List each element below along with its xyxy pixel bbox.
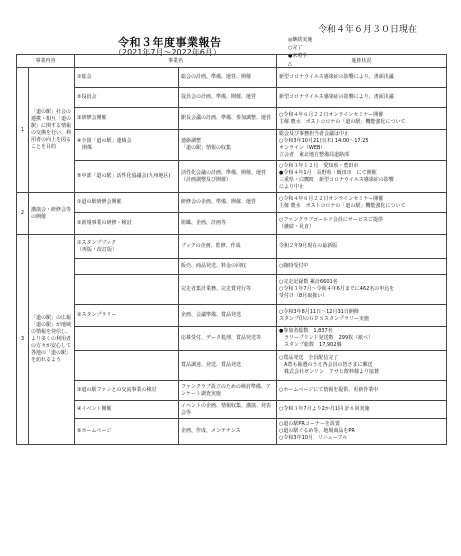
project-content-cell: 駅長会議の計画、準備、参加調整、運営 bbox=[179, 108, 277, 130]
project-name-cell: ④イベント開催 bbox=[75, 401, 179, 419]
project-content-cell: 組織、企画、計画等 bbox=[179, 213, 277, 235]
table-row bbox=[17, 401, 447, 419]
table-row bbox=[17, 327, 447, 351]
legend-item: ◎継続実施 bbox=[288, 37, 313, 43]
section-purpose: 「道の駅」の広報「道の駅」が地域の情報を発信し、より多くの利用者の方々が安心して各地の「道の駅」を訪れるよう bbox=[29, 235, 75, 445]
report-period: （2021年7月～2022年6月） bbox=[114, 48, 221, 57]
column-header-category: 事業内容 bbox=[17, 55, 75, 68]
table-row bbox=[17, 130, 447, 161]
project-content-cell: 研修会の企画、準備、開催、運営 bbox=[179, 193, 277, 213]
table-row bbox=[17, 213, 447, 235]
table-row bbox=[17, 275, 447, 305]
project-name-cell: ④全国「道の駅」連絡会 関係 bbox=[75, 130, 179, 161]
project-name-cell: ③道の駅ファンとの交流事業の検討 bbox=[75, 381, 179, 401]
project-name-cell: ①道の駅研修会開催 bbox=[75, 193, 179, 213]
table-row bbox=[17, 161, 447, 193]
progress-status-cell: ○ファンクラブゴールド会員にサービスご提供 （継続・見直） bbox=[277, 213, 447, 235]
legend-item: △ bbox=[288, 61, 292, 67]
progress-status-cell: ○賞品発送 全員配信完了 A賞も抽選のうえ各会員の皆さまに郵送 株式会社ゼンリン アサヒ飲料様より協賛 bbox=[277, 351, 447, 381]
progress-status-cell: 新型コロナウイルス感染症の影響により、書面決議 bbox=[277, 88, 447, 108]
project-name-cell: ②新規事業の研修・検討 bbox=[75, 213, 179, 235]
table-row bbox=[17, 381, 447, 401]
project-content-cell: 完走者集計業務、完走賞発行等 bbox=[179, 275, 277, 305]
project-content-cell: ファンクラブ設立のための検討準備、アンケート調査実施 bbox=[179, 381, 277, 401]
table-row bbox=[17, 351, 447, 381]
report-title: 令和３年度事業報告 bbox=[118, 36, 222, 49]
legend-item: ○完了 bbox=[288, 45, 303, 51]
project-name-cell: ①総会 bbox=[75, 68, 179, 88]
progress-status-cell: ○随時受付中 bbox=[277, 259, 447, 275]
project-name-cell: ②スタンプラリー bbox=[75, 305, 179, 327]
progress-status-cell: ○令和４年６月２２日オンラインセミナー開催 主催 農水 ポストコロナの「道の駅」機能強化について bbox=[277, 108, 447, 130]
section-number: 3 bbox=[17, 235, 29, 445]
table-row bbox=[17, 68, 447, 88]
progress-status-cell: ○令和3年8月11日～12月31日開催 スタンプ印のＧＰＳスタンプラリー実施 bbox=[277, 305, 447, 327]
project-content-cell: 活性化会議の計画、準備、開催、運営（計画調整及び開催） bbox=[179, 161, 277, 193]
progress-status-cell: ○令和４年６月２２日オンラインセミナー開催 主催 農水 ポストコロナの「道の駅」機能強化について bbox=[277, 193, 447, 213]
table-row bbox=[17, 88, 447, 108]
project-content-cell: 企画、会議準備、賞品発送 bbox=[179, 305, 277, 327]
progress-status-cell: 総会及び事務担当者会議は中止 ○令和3年10月21日(木) 14:00～17:25 オンライン（WEB） 立会者 東北地方整備局道路部 bbox=[277, 130, 447, 161]
table-row bbox=[17, 235, 447, 259]
project-content-cell: イベントの企画、情報収集、講演、発表会等 bbox=[179, 401, 277, 419]
project-content-cell: 総会の計画、準備、運営、開催 bbox=[179, 68, 277, 88]
report-table bbox=[16, 54, 447, 445]
progress-status-cell: ○完走記録数 累計6601名 ○令和３年7月～令和４年6月までに462名の申込を 受付け（8月取扱い） bbox=[277, 275, 447, 305]
table-row bbox=[17, 419, 447, 445]
progress-status-cell: ○令和３年7月より2か月1回 計６回実施 bbox=[277, 401, 447, 419]
table-header-row bbox=[17, 55, 447, 68]
section-number: 1 bbox=[17, 68, 29, 193]
project-content-cell: 連絡調整 「道の駅」情報の収集 bbox=[179, 130, 277, 161]
progress-status-cell: ●参加者総数 1,837名 ラリープリント発送数 299枚（紙ベ） スタンプ総数 17,902個 bbox=[277, 327, 447, 351]
project-name-cell: ⑤ホームページ bbox=[75, 419, 179, 445]
table-row bbox=[17, 305, 447, 327]
project-content-cell: 販売、商品発送、料金の回収 bbox=[179, 259, 277, 275]
project-content-cell: 企画、作成、メンテナンス bbox=[179, 419, 277, 445]
project-content-cell: 役員会の計画、準備、開催、運営 bbox=[179, 88, 277, 108]
table-row bbox=[17, 259, 447, 275]
project-content-cell: 賞品調達、発送、賞品発送 bbox=[179, 351, 277, 381]
table-row bbox=[17, 193, 447, 213]
legend-item: ●未着手 bbox=[288, 53, 308, 59]
progress-status-cell: ○ホームページにて情報を提供、更新作業中 bbox=[277, 381, 447, 401]
section-purpose: 「道の駅」社会の連携・相互「道の駅」に関する情報の交換を行い、利用者の向上を図ることを目的 bbox=[29, 68, 75, 193]
project-name-cell: ③研修会開催 bbox=[75, 108, 179, 130]
project-name-cell bbox=[75, 327, 179, 351]
progress-status-cell: ○道の駅PRコーナーを設置 ○道の駅ぐるめ等、地場商品をPR ○令和3年10月 リニューアル bbox=[277, 419, 447, 445]
progress-status-cell: 令和２年9月現在の最新版 bbox=[277, 235, 447, 259]
project-content-cell: ブックの企画、監修、作成 bbox=[179, 235, 277, 259]
report-date: 令和４年６月３０日現在 bbox=[318, 25, 418, 35]
section-purpose: 講演会・研修会等の開催 bbox=[29, 193, 75, 235]
project-name-cell bbox=[75, 259, 179, 275]
project-name-cell: ①スタンプブック （再版・改訂版） bbox=[75, 235, 179, 259]
progress-status-cell: 新型コロナウイルス感染症の影響により、書面決議 bbox=[277, 68, 447, 88]
project-content-cell: 応募受付、データ処理、賞品発送等 bbox=[179, 327, 277, 351]
project-name-cell: ⑤中部「道の駅」活性化協議会(九州地区) bbox=[75, 161, 179, 193]
table-row bbox=[17, 108, 447, 130]
progress-status-cell: ○令和３年１２月 愛知県・豊田市 ●令和４年1月 長野県・飯田市 にて開催 三重県・白鷹町 新型コロナウイルス感染症の影響 により中止 bbox=[277, 161, 447, 193]
project-name-cell bbox=[75, 351, 179, 381]
section-number: 2 bbox=[17, 193, 29, 235]
column-header-project: 事業名 bbox=[75, 55, 277, 68]
column-header-progress: 進捗状況 bbox=[277, 55, 447, 68]
project-name-cell: ②役員会 bbox=[75, 88, 179, 108]
project-name-cell bbox=[75, 275, 179, 305]
report-table-body bbox=[17, 68, 447, 445]
